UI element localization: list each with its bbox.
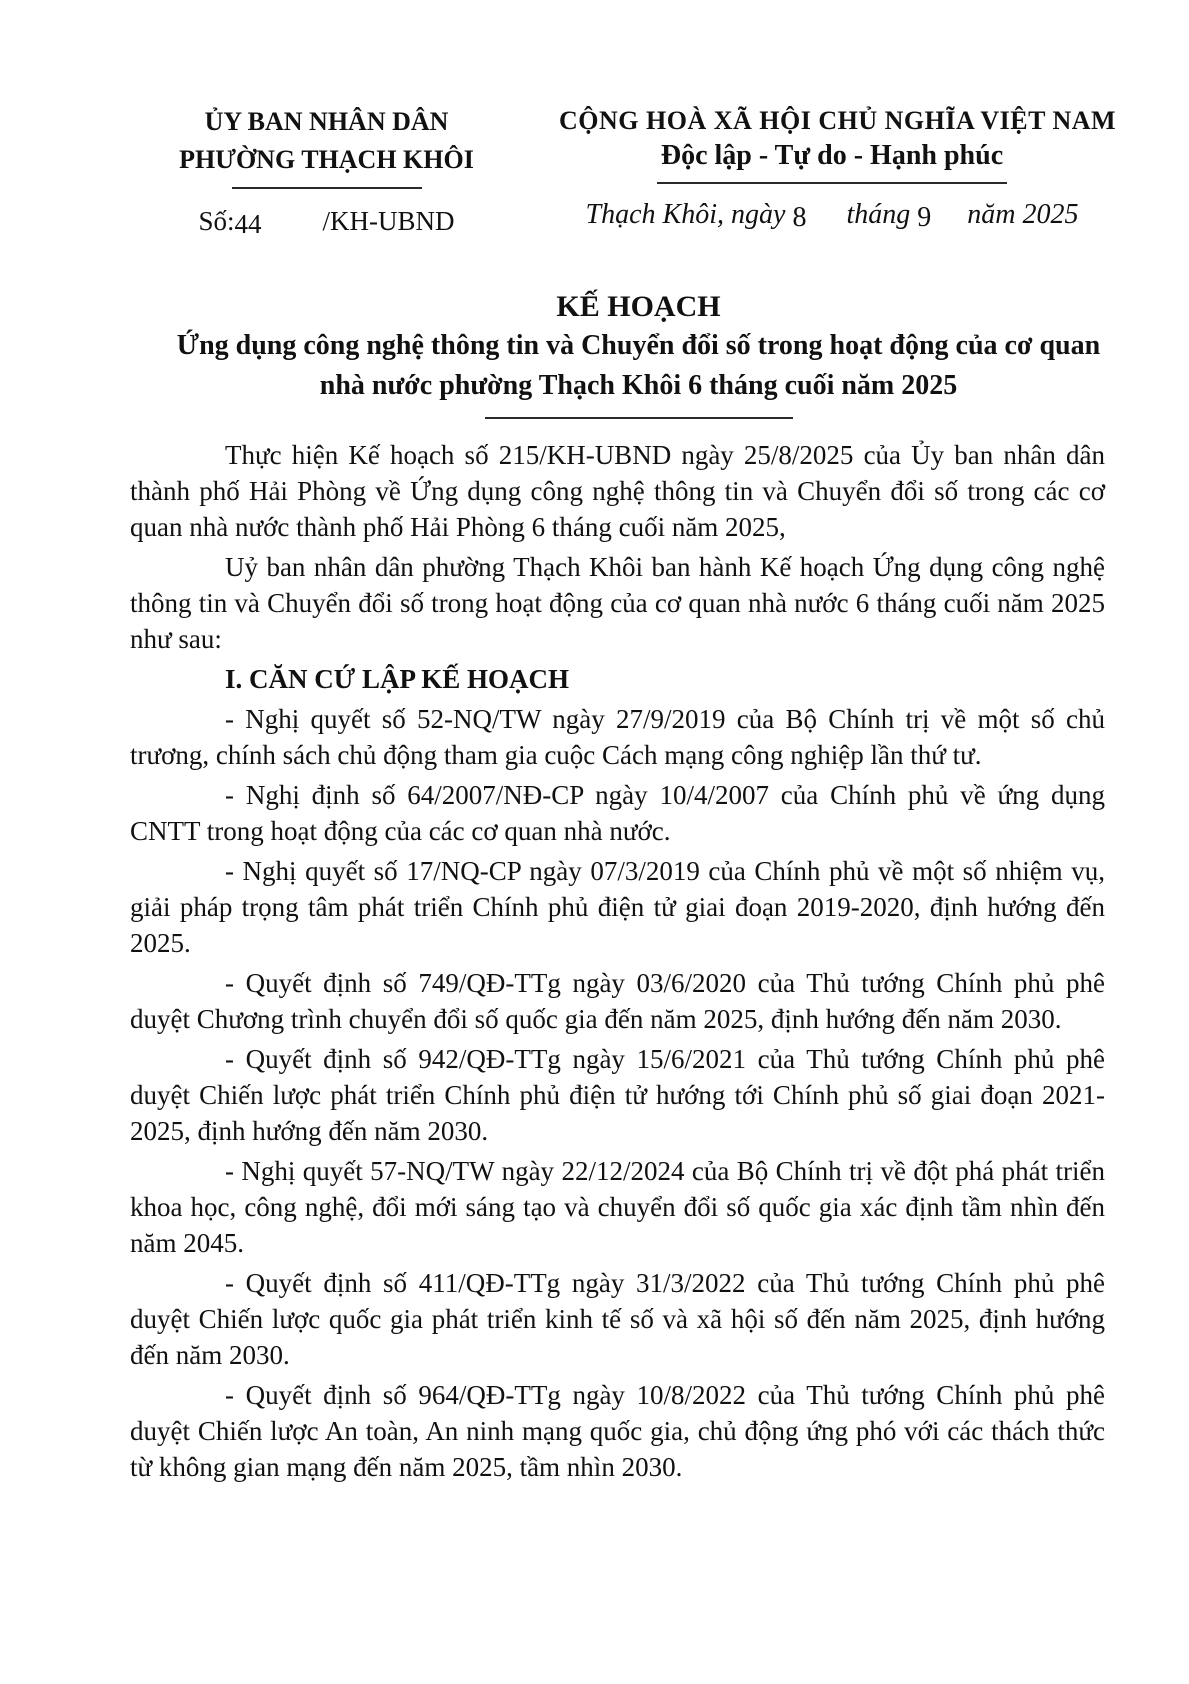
document-content — [130, 0, 1117, 1489]
title-block — [172, 290, 1105, 419]
paragraph: Thực hiện Kế hoạch số 215/KH-UBND ngày 25/8/2025 của Ủy ban nhân dân thành phố Hải Phòng về Ứng dụng công nghệ thông tin và Chuyển đổi số trong các cơ quan nhà nước thành phố Hải Phòng 6 tháng cuối năm 2025, — [130, 440, 1105, 542]
place-date-month: 9 — [917, 202, 932, 233]
place-date-prefix: Thạch Khôi, ngày — [585, 199, 786, 230]
paragraph: Uỷ ban nhân dân phường Thạch Khôi ban hành Kế hoạch Ứng dụng công nghệ thông tin và Chuyển đổi số trong hoạt động của cơ quan nhà nước 6 tháng cuối năm 2025 như sau: — [130, 552, 1105, 654]
paragraph: - Nghị quyết 57-NQ/TW ngày 22/12/2024 của Bộ Chính trị về đột phá phát triển khoa học, công nghệ, đổi mới sáng tạo và chuyển đổi số quốc gia xác định tầm nhìn đến năm 2045. — [130, 1156, 1105, 1258]
national-motto-line2: Độc lập - Tự do - Hạnh phúc — [660, 140, 1004, 171]
doc-subtitle: Ứng dụng công nghệ thông tin và Chuyển đổi số trong hoạt động của cơ quan nhà nước phường Thạch Khôi 6 tháng cuối năm 2025 — [176, 330, 1101, 401]
doc-type-heading: KẾ HOẠCH — [556, 290, 721, 323]
doc-number-value: 44 — [234, 209, 262, 239]
paragraph: - Quyết định số 749/QĐ-TTg ngày 03/6/2020 của Thủ tướng Chính phủ phê duyệt Chương trình chuyển đổi số quốc gia đến năm 2025, định hướng đến năm 2030. — [130, 968, 1105, 1034]
national-motto-line1: CỘNG HOÀ XÃ HỘI CHỦ NGHĨA VIỆT NAM — [559, 106, 1117, 135]
paragraph: - Quyết định số 964/QĐ-TTg ngày 10/8/2022 của Thủ tướng Chính phủ phê duyệt Chiến lược An toàn, An ninh mạng quốc gia, chủ động ứng phó với các thách thức từ không gian mạng đến năm 2025, tầm nhìn 2030. — [130, 1380, 1105, 1482]
issuer-block — [179, 103, 474, 237]
doc-number-line — [179, 205, 474, 237]
issuer-org-line1: ỦY BAN NHÂN DÂN — [204, 107, 449, 136]
national-header-block — [559, 103, 1117, 233]
paragraph: - Nghị định số 64/2007/NĐ-CP ngày 10/4/2007 của Chính phủ về ứng dụng CNTT trong hoạt động của các cơ quan nhà nước. — [130, 780, 1105, 846]
title-underline — [485, 417, 793, 419]
paragraph: - Quyết định số 411/QĐ-TTg ngày 31/3/2022 của Thủ tướng Chính phủ phê duyệt Chiến lược quốc gia phát triển kinh tế số và xã hội số đến năm 2025, định hướng đến năm 2030. — [130, 1268, 1105, 1370]
section-heading: I. CĂN CỨ LẬP KẾ HOẠCH — [225, 664, 570, 694]
document-header — [130, 103, 1117, 239]
doc-number-symbol: /KH-UBND — [322, 206, 455, 236]
place-date-day: 8 — [792, 202, 807, 233]
issuer-org-line2: PHƯỜNG THẠCH KHÔI — [179, 145, 474, 174]
paragraph: - Quyết định số 942/QĐ-TTg ngày 15/6/2021 của Thủ tướng Chính phủ phê duyệt Chiến lược phát triển Chính phủ điện tử hướng tới Chính phủ số giai đoạn 2021-2025, định hướng đến năm 2030. — [130, 1044, 1105, 1146]
motto-underline — [657, 182, 1007, 184]
place-date-line — [559, 198, 1105, 232]
paragraph: - Nghị quyết số 52-NQ/TW ngày 27/9/2019 của Bộ Chính trị về một số chủ trương, chính sách chủ động tham gia cuộc Cách mạng công nghiệp lần thứ tư. — [130, 704, 1105, 770]
issuer-underline — [232, 187, 422, 189]
document-body — [130, 437, 1105, 1485]
place-date-year: năm 2025 — [967, 199, 1079, 230]
doc-number-label: Số: — [198, 206, 235, 236]
paragraph: - Nghị quyết số 17/NQ-CP ngày 07/3/2019 của Chính phủ về một số nhiệm vụ, giải pháp trọng tâm phát triển Chính phủ điện tử giai đoạn 2019-2020, định hướng đến 2025. — [130, 856, 1105, 958]
place-date-month-label: tháng — [846, 199, 911, 230]
